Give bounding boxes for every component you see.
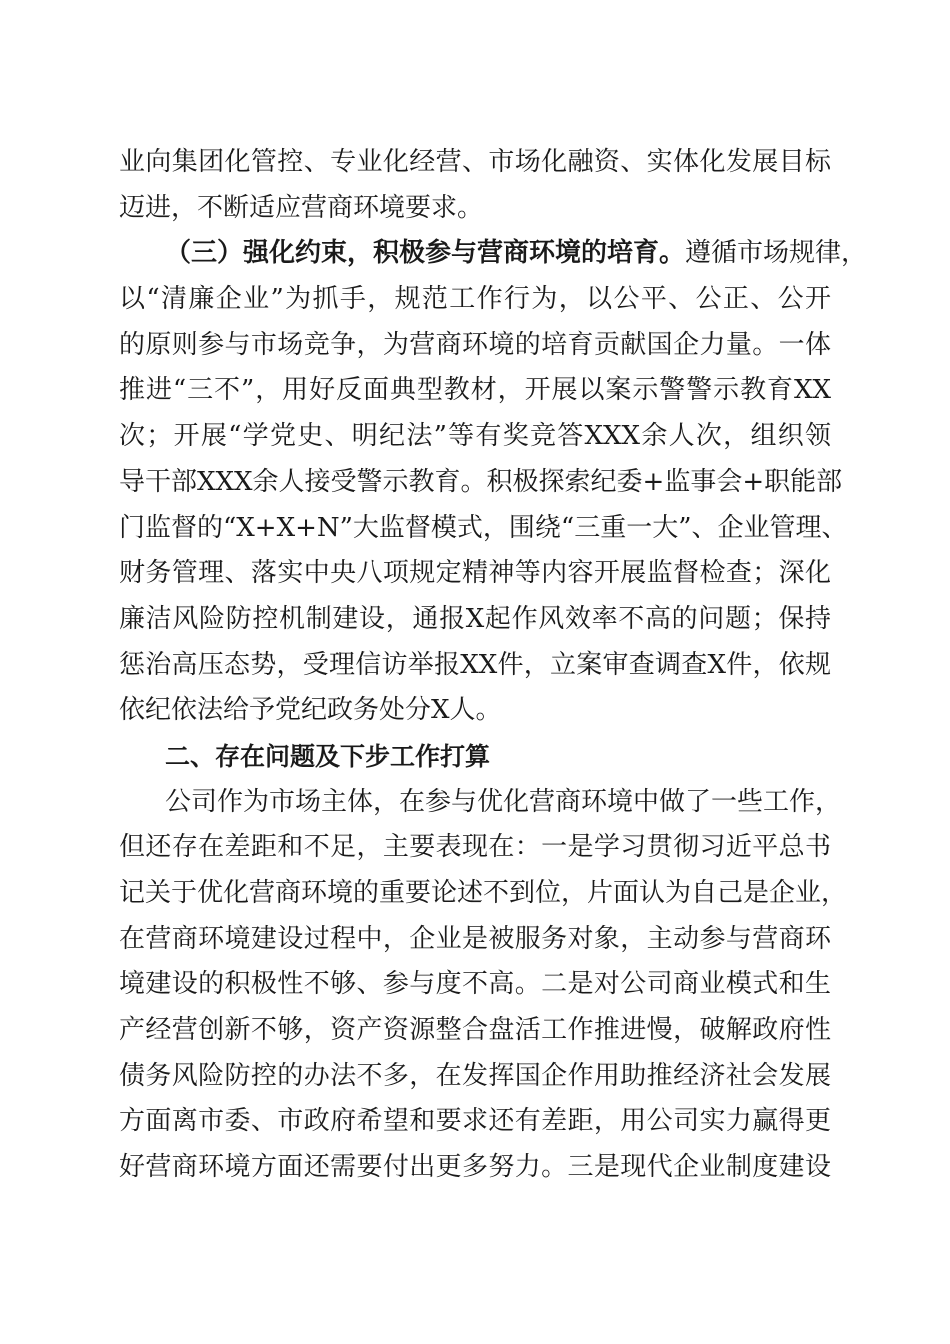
section2-line-9: 好营商环境方面还需要付出更多努力。三是现代企业制度建设 bbox=[119, 1152, 831, 1183]
section3-line-2: 的原则参与市场竞争，为营商环境的培育贡献国企力量。一体 bbox=[119, 329, 831, 360]
section2-line-3: 记关于优化营商环境的重要论述不到位，片面认为自己是企业， bbox=[119, 878, 848, 908]
section3-first-line-rest: 遵循市场规律， bbox=[685, 238, 868, 269]
paragraph1-line-2: 迈进，不断适应营商环境要求。 bbox=[119, 192, 484, 223]
section2-line-5: 境建设的积极性不够、参与度不高。二是对公司商业模式和生 bbox=[119, 969, 831, 1000]
section2-line-7: 债务风险防控的办法不多，在发挥国企作用助推经济社会发展 bbox=[119, 1060, 831, 1091]
section2-heading: 二、存在问题及下步工作打算 bbox=[165, 741, 491, 771]
section3-line-6: 门监督的“X+X+N”大监督模式，围绕“三重一大”、企业管理、 bbox=[119, 512, 848, 543]
section2-line-1: 公司作为市场主体，在参与优化营商环境中做了一些工作， bbox=[165, 786, 842, 817]
section2-line-4: 在营商环境建设过程中，企业是被服务对象，主动参与营商环 bbox=[119, 923, 831, 954]
section3-line-4: 次；开展“学党史、明纪法”等有奖竞答XXX余人次，组织领 bbox=[119, 421, 831, 452]
section3-line-5: 导干部XXX余人接受警示教育。积极探索纪委+监事会+职能部 bbox=[119, 466, 843, 497]
section3-line-9: 惩治高压态势，受理信访举报XX件，立案审查调查X件，依规 bbox=[119, 649, 831, 680]
section3-line-7: 财务管理、落实中央八项规定精神等内容开展监督检查；深化 bbox=[119, 558, 831, 589]
section3-line-3: 推进“三不”，用好反面典型教材，开展以案示警警示教育XX bbox=[119, 375, 831, 406]
section2-line-8: 方面离市委、市政府希望和要求还有差距，用公司实力赢得更 bbox=[119, 1106, 831, 1137]
section3-line-1: 以“清廉企业”为抓手，规范工作行为，以公平、公正、公开 bbox=[119, 284, 831, 315]
paragraph1-line-1: 业向集团化管控、专业化经营、市场化融资、实体化发展目标 bbox=[119, 147, 831, 177]
section2-line-6: 产经营创新不够，资产资源整合盘活工作推进慢，破解政府性 bbox=[119, 1015, 831, 1046]
section3-line-10: 依纪依法给予党纪政务处分X人。 bbox=[119, 695, 502, 726]
section3-heading: （三）强化约束，积极参与营商环境的培育。 bbox=[165, 238, 686, 269]
section3-line-8: 廉洁风险防控机制建设，通报X起作风效率不高的问题；保持 bbox=[119, 603, 831, 634]
section2-line-2: 但还存在差距和不足，主要表现在：一是学习贯彻习近平总书 bbox=[119, 832, 831, 863]
section3-first-line bbox=[119, 231, 868, 277]
document-body bbox=[119, 140, 868, 1191]
